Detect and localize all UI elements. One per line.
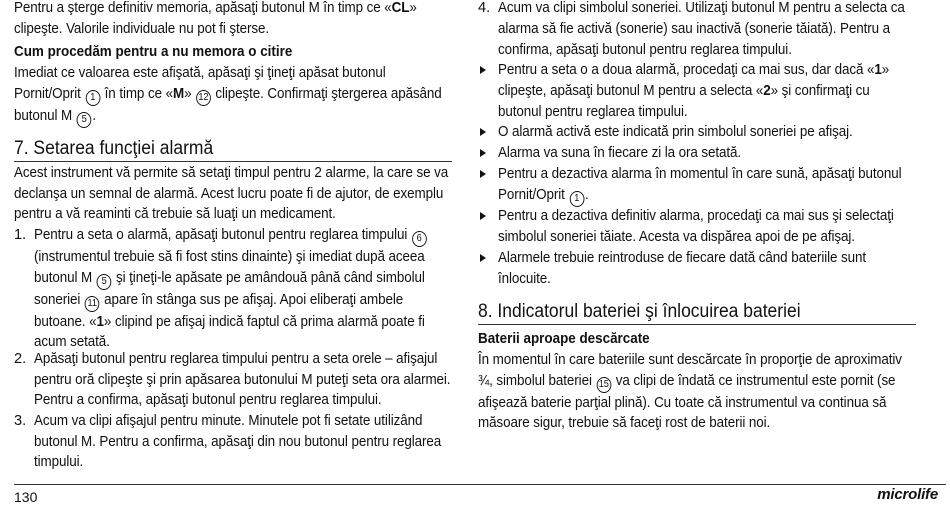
bullet-item	[478, 60, 916, 122]
circled-number: 15	[596, 377, 611, 393]
triangle-bullet-icon	[480, 128, 486, 136]
circled-number: 5	[77, 112, 92, 128]
text: Pentru a şterge definitiv memoria, apăsaţi butonul M în timp ce «	[14, 0, 392, 16]
bullet-item	[478, 143, 916, 164]
subheading-no-store: Cum procedăm pentru a nu memora o citire	[14, 44, 293, 60]
list-number: 3.	[14, 412, 27, 429]
bullet-text: Pentru a dezactiva definitiv alarma, procedaţi ca mai sus şi selectaţi simbolul soneriei tăiate. Acesta va dispărea apoi de pe afişaj.	[498, 208, 894, 245]
bullet-text: Alarmele trebuie reintroduse de fiecare dată când bateriile sunt înlocuite.	[498, 250, 867, 287]
text: clipeşte. Confirmaţi ştergerea apăsând butonul M	[14, 85, 442, 124]
triangle-bullet-icon	[480, 212, 486, 220]
text: .	[92, 107, 97, 124]
alarm-number: 1	[96, 313, 104, 330]
text: în timp ce «	[104, 85, 173, 102]
bullet-item	[478, 248, 916, 290]
alarm-notes-list	[478, 60, 916, 290]
circled-number: 12	[196, 90, 211, 106]
circled-number: 1	[569, 191, 584, 207]
bullet-item	[478, 122, 916, 143]
triangle-bullet-icon	[480, 66, 486, 74]
circled-number: 11	[85, 296, 100, 312]
text: Pentru a seta o a doua alarmă, procedaţi ca mai sus, dar dacă «	[498, 62, 875, 78]
list-item	[14, 411, 452, 473]
circled-number: 1	[85, 90, 100, 106]
footer-divider	[14, 484, 946, 485]
list-number: 1.	[14, 226, 27, 243]
text: » şi confirmaţi cu butonul pentru reglarea timpului.	[498, 82, 870, 120]
alarm-steps-list-continued	[478, 0, 916, 60]
text: » clipeşte, apăsaţi butonul M pentru a selecta «	[498, 62, 890, 99]
text: Imediat ce valoarea este afişată, apăsaţi şi ţineţi apăsat butonul Pornit/Oprit	[14, 64, 386, 102]
triangle-bullet-icon	[480, 254, 486, 262]
subheading-low-battery: Baterii aproape descărcate	[478, 331, 650, 347]
paragraph-low-battery	[478, 350, 916, 434]
text: şi ţineţi-le apăsate pe amândouă până când simbolul soneriei	[34, 269, 425, 308]
bullet-item	[478, 206, 916, 248]
brand-logo: microlife	[877, 486, 938, 503]
list-item-text	[34, 225, 453, 353]
section-8-heading: 8. Indicatorul bateriei şi înlocuirea bateriei	[478, 301, 801, 322]
text: » clipind pe afişaj indică faptul că prima alarmă poate fi acum setată.	[34, 313, 425, 351]
text: Pentru a dezactiva alarma în momentul în care sună, apăsaţi butonul Pornit/Oprit	[498, 166, 902, 203]
paragraph-erase-memory	[14, 0, 452, 40]
triangle-bullet-icon	[480, 170, 486, 178]
bullet-text	[498, 164, 917, 207]
left-column	[14, 0, 452, 473]
section-7-heading: 7. Setarea funcţiei alarmă	[14, 137, 214, 159]
alarm-number: 2	[763, 82, 771, 99]
section-7-heading-wrap	[14, 137, 452, 162]
list-number: 4.	[478, 0, 491, 16]
text: apare în stânga sus pe afişaj. Apoi eliberaţi ambele butoane. «	[34, 291, 404, 330]
section-8-heading-wrap	[478, 300, 916, 325]
text: Pentru a seta o alarmă, apăsaţi butonul pentru reglarea timpului	[34, 226, 408, 243]
text: .	[585, 186, 589, 203]
page-number: 130	[14, 489, 38, 505]
bullet-text: Alarma va suna în fiecare zi la ora setată.	[498, 145, 742, 161]
circled-number: 6	[412, 231, 427, 247]
text: va clipi de îndată ce instrumentul este pornit (se afişează baterie parţial plină). Cu toate că instrumentul va continua să măsoare sigur, trebuie să faceţi rost de baterii noi.	[478, 372, 896, 432]
list-item	[14, 225, 452, 349]
bullet-text	[498, 60, 917, 122]
text: (instrumentul trebuie să fi fost stins dinainte) şi imediat după aceea butonul M	[34, 248, 425, 286]
text: »	[184, 85, 192, 102]
text: În momentul în care bateriile sunt descărcate în proporţie de aproximativ ¾, simbolul bateriei	[478, 351, 902, 389]
list-item	[478, 0, 916, 60]
alarm-steps-list	[14, 225, 452, 473]
list-item-text: Apăsaţi butonul pentru reglarea timpului pentru a seta orele – afişajul pentru oră clipeşte şi prin apăsarea butonului M puteţi seta ora alarmei. Pentru a confirma, apăsaţi butonul pentru reglarea timpului.	[34, 350, 451, 409]
circled-number: 5	[97, 274, 112, 290]
list-item-text: Acum va clipi simbolul soneriei. Utilizaţi butonul M pentru a selecta ca alarma să fie activă (sonerie) sau inactivă (sonerie tăiată). Pentru a confirma, apăsaţi butonul pentru reglarea timpului.	[498, 0, 905, 58]
list-item-text: Acum va clipi afişajul pentru minute. Minutele pot fi setate utilizând butonul M. Pentru a confirma, apăsaţi din nou butonul pentru reglarea timpului.	[34, 412, 442, 471]
paragraph-no-store	[14, 63, 452, 125]
text: » clipeşte. Valorile individuale nu pot fi şterse.	[14, 0, 417, 37]
list-number: 2.	[14, 350, 27, 367]
right-column	[478, 0, 916, 434]
list-item	[14, 349, 452, 411]
cl-symbol: CL	[391, 0, 410, 16]
alarm-number: 1	[874, 62, 882, 78]
paragraph-alarm-intro: Acest instrument vă permite să setaţi timpul pentru 2 alarme, la care se va declanşa un semnal de alarmă. Acest lucru poate fi de ajutor, de exemplu pentru a vă reaminti că trebuie să luaţi un medicament.	[14, 164, 449, 223]
bullet-item	[478, 164, 916, 206]
m-symbol: M	[172, 85, 185, 102]
triangle-bullet-icon	[480, 149, 486, 157]
bullet-text: O alarmă activă este indicată prin simbolul soneriei pe afişaj.	[498, 124, 853, 140]
